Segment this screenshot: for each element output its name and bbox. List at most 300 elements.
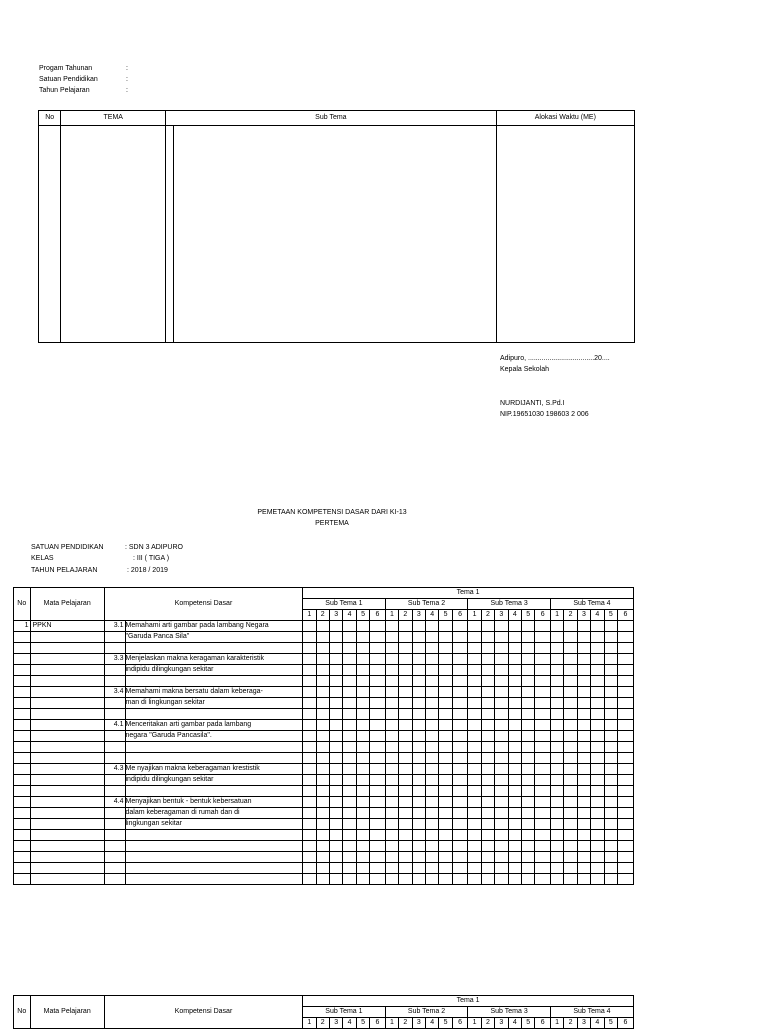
day-cell[interactable]	[399, 786, 412, 797]
day-cell[interactable]	[522, 830, 535, 841]
day-cell[interactable]	[370, 775, 385, 786]
day-cell[interactable]	[604, 720, 617, 731]
day-cell[interactable]	[439, 764, 452, 775]
day-cell[interactable]	[452, 621, 467, 632]
day-cell[interactable]	[385, 841, 398, 852]
day-cell[interactable]	[508, 786, 521, 797]
day-cell[interactable]	[439, 687, 452, 698]
day-cell[interactable]	[412, 764, 425, 775]
day-cell[interactable]	[618, 632, 634, 643]
day-cell[interactable]	[329, 863, 342, 874]
day-cell[interactable]	[399, 720, 412, 731]
day-cell[interactable]	[508, 676, 521, 687]
day-cell[interactable]	[591, 764, 604, 775]
day-cell[interactable]	[481, 731, 494, 742]
day-cell[interactable]	[522, 687, 535, 698]
day-cell[interactable]	[303, 753, 316, 764]
day-cell[interactable]	[412, 665, 425, 676]
day-cell[interactable]	[452, 819, 467, 830]
day-cell[interactable]	[399, 863, 412, 874]
day-cell[interactable]	[385, 786, 398, 797]
day-cell[interactable]	[535, 808, 550, 819]
day-cell[interactable]	[399, 665, 412, 676]
day-cell[interactable]	[522, 863, 535, 874]
day-cell[interactable]	[329, 753, 342, 764]
day-cell[interactable]	[343, 808, 356, 819]
day-cell[interactable]	[370, 654, 385, 665]
day-cell[interactable]	[385, 874, 398, 885]
day-cell[interactable]	[604, 830, 617, 841]
day-cell[interactable]	[468, 676, 481, 687]
day-cell[interactable]	[303, 654, 316, 665]
day-cell[interactable]	[535, 863, 550, 874]
day-cell[interactable]	[356, 742, 369, 753]
day-cell[interactable]	[495, 742, 508, 753]
day-cell[interactable]	[604, 621, 617, 632]
day-cell[interactable]	[412, 632, 425, 643]
day-cell[interactable]	[550, 621, 563, 632]
day-cell[interactable]	[412, 775, 425, 786]
day-cell[interactable]	[316, 764, 329, 775]
day-cell[interactable]	[481, 643, 494, 654]
day-cell[interactable]	[522, 731, 535, 742]
day-cell[interactable]	[550, 654, 563, 665]
day-cell[interactable]	[412, 720, 425, 731]
day-cell[interactable]	[412, 841, 425, 852]
day-cell[interactable]	[356, 830, 369, 841]
day-cell[interactable]	[564, 874, 577, 885]
day-cell[interactable]	[522, 621, 535, 632]
day-cell[interactable]	[508, 731, 521, 742]
day-cell[interactable]	[370, 819, 385, 830]
day-cell[interactable]	[412, 742, 425, 753]
day-cell[interactable]	[425, 775, 438, 786]
day-cell[interactable]	[550, 643, 563, 654]
day-cell[interactable]	[591, 720, 604, 731]
day-cell[interactable]	[468, 808, 481, 819]
day-cell[interactable]	[399, 775, 412, 786]
day-cell[interactable]	[481, 720, 494, 731]
day-cell[interactable]	[385, 643, 398, 654]
day-cell[interactable]	[522, 632, 535, 643]
day-cell[interactable]	[412, 863, 425, 874]
day-cell[interactable]	[425, 621, 438, 632]
day-cell[interactable]	[412, 852, 425, 863]
day-cell[interactable]	[604, 874, 617, 885]
day-cell[interactable]	[618, 830, 634, 841]
day-cell[interactable]	[399, 797, 412, 808]
day-cell[interactable]	[370, 621, 385, 632]
day-cell[interactable]	[495, 775, 508, 786]
day-cell[interactable]	[564, 830, 577, 841]
day-cell[interactable]	[385, 632, 398, 643]
day-cell[interactable]	[303, 841, 316, 852]
day-cell[interactable]	[303, 863, 316, 874]
day-cell[interactable]	[591, 665, 604, 676]
day-cell[interactable]	[356, 797, 369, 808]
day-cell[interactable]	[399, 632, 412, 643]
day-cell[interactable]	[468, 797, 481, 808]
day-cell[interactable]	[425, 643, 438, 654]
day-cell[interactable]	[481, 632, 494, 643]
day-cell[interactable]	[452, 764, 467, 775]
day-cell[interactable]	[618, 819, 634, 830]
day-cell[interactable]	[343, 863, 356, 874]
day-cell[interactable]	[550, 731, 563, 742]
day-cell[interactable]	[577, 698, 590, 709]
day-cell[interactable]	[439, 720, 452, 731]
day-cell[interactable]	[439, 665, 452, 676]
day-cell[interactable]	[329, 665, 342, 676]
day-cell[interactable]	[343, 698, 356, 709]
day-cell[interactable]	[452, 874, 467, 885]
day-cell[interactable]	[425, 841, 438, 852]
day-cell[interactable]	[564, 863, 577, 874]
day-cell[interactable]	[535, 632, 550, 643]
day-cell[interactable]	[425, 687, 438, 698]
day-cell[interactable]	[412, 797, 425, 808]
day-cell[interactable]	[577, 808, 590, 819]
day-cell[interactable]	[412, 819, 425, 830]
day-cell[interactable]	[412, 643, 425, 654]
day-cell[interactable]	[343, 764, 356, 775]
day-cell[interactable]	[385, 852, 398, 863]
day-cell[interactable]	[495, 852, 508, 863]
day-cell[interactable]	[370, 687, 385, 698]
day-cell[interactable]	[316, 687, 329, 698]
day-cell[interactable]	[343, 687, 356, 698]
day-cell[interactable]	[329, 841, 342, 852]
day-cell[interactable]	[591, 863, 604, 874]
day-cell[interactable]	[535, 742, 550, 753]
day-cell[interactable]	[385, 808, 398, 819]
day-cell[interactable]	[604, 731, 617, 742]
day-cell[interactable]	[385, 797, 398, 808]
day-cell[interactable]	[316, 775, 329, 786]
day-cell[interactable]	[591, 775, 604, 786]
day-cell[interactable]	[425, 863, 438, 874]
day-cell[interactable]	[508, 720, 521, 731]
day-cell[interactable]	[564, 764, 577, 775]
day-cell[interactable]	[316, 676, 329, 687]
day-cell[interactable]	[550, 786, 563, 797]
day-cell[interactable]	[550, 709, 563, 720]
day-cell[interactable]	[329, 632, 342, 643]
day-cell[interactable]	[343, 632, 356, 643]
day-cell[interactable]	[522, 643, 535, 654]
day-cell[interactable]	[412, 808, 425, 819]
day-cell[interactable]	[591, 709, 604, 720]
day-cell[interactable]	[439, 753, 452, 764]
day-cell[interactable]	[535, 676, 550, 687]
day-cell[interactable]	[370, 874, 385, 885]
day-cell[interactable]	[329, 731, 342, 742]
day-cell[interactable]	[370, 632, 385, 643]
day-cell[interactable]	[522, 841, 535, 852]
day-cell[interactable]	[481, 775, 494, 786]
day-cell[interactable]	[468, 698, 481, 709]
day-cell[interactable]	[564, 797, 577, 808]
day-cell[interactable]	[618, 698, 634, 709]
day-cell[interactable]	[412, 654, 425, 665]
day-cell[interactable]	[439, 819, 452, 830]
day-cell[interactable]	[439, 830, 452, 841]
day-cell[interactable]	[550, 841, 563, 852]
day-cell[interactable]	[522, 753, 535, 764]
day-cell[interactable]	[495, 731, 508, 742]
day-cell[interactable]	[508, 852, 521, 863]
day-cell[interactable]	[495, 643, 508, 654]
day-cell[interactable]	[303, 720, 316, 731]
day-cell[interactable]	[412, 731, 425, 742]
day-cell[interactable]	[604, 698, 617, 709]
day-cell[interactable]	[618, 863, 634, 874]
day-cell[interactable]	[535, 698, 550, 709]
day-cell[interactable]	[343, 654, 356, 665]
day-cell[interactable]	[412, 676, 425, 687]
day-cell[interactable]	[303, 698, 316, 709]
day-cell[interactable]	[329, 797, 342, 808]
day-cell[interactable]	[385, 731, 398, 742]
day-cell[interactable]	[452, 654, 467, 665]
day-cell[interactable]	[412, 621, 425, 632]
day-cell[interactable]	[522, 819, 535, 830]
day-cell[interactable]	[522, 874, 535, 885]
day-cell[interactable]	[564, 731, 577, 742]
day-cell[interactable]	[495, 874, 508, 885]
day-cell[interactable]	[577, 874, 590, 885]
day-cell[interactable]	[577, 797, 590, 808]
day-cell[interactable]	[550, 797, 563, 808]
day-cell[interactable]	[316, 654, 329, 665]
day-cell[interactable]	[303, 632, 316, 643]
day-cell[interactable]	[550, 687, 563, 698]
day-cell[interactable]	[452, 863, 467, 874]
day-cell[interactable]	[564, 676, 577, 687]
day-cell[interactable]	[316, 830, 329, 841]
day-cell[interactable]	[522, 808, 535, 819]
day-cell[interactable]	[452, 643, 467, 654]
day-cell[interactable]	[577, 643, 590, 654]
day-cell[interactable]	[412, 830, 425, 841]
day-cell[interactable]	[468, 753, 481, 764]
day-cell[interactable]	[591, 786, 604, 797]
day-cell[interactable]	[316, 863, 329, 874]
day-cell[interactable]	[412, 874, 425, 885]
day-cell[interactable]	[385, 687, 398, 698]
day-cell[interactable]	[550, 720, 563, 731]
day-cell[interactable]	[508, 830, 521, 841]
day-cell[interactable]	[399, 852, 412, 863]
day-cell[interactable]	[412, 698, 425, 709]
day-cell[interactable]	[495, 819, 508, 830]
day-cell[interactable]	[564, 698, 577, 709]
day-cell[interactable]	[356, 676, 369, 687]
day-cell[interactable]	[356, 753, 369, 764]
day-cell[interactable]	[535, 874, 550, 885]
day-cell[interactable]	[425, 764, 438, 775]
day-cell[interactable]	[303, 775, 316, 786]
day-cell[interactable]	[425, 742, 438, 753]
day-cell[interactable]	[425, 720, 438, 731]
day-cell[interactable]	[452, 786, 467, 797]
day-cell[interactable]	[316, 742, 329, 753]
day-cell[interactable]	[329, 687, 342, 698]
day-cell[interactable]	[618, 841, 634, 852]
day-cell[interactable]	[481, 863, 494, 874]
day-cell[interactable]	[522, 797, 535, 808]
day-cell[interactable]	[508, 698, 521, 709]
day-cell[interactable]	[303, 621, 316, 632]
day-cell[interactable]	[343, 742, 356, 753]
day-cell[interactable]	[481, 654, 494, 665]
day-cell[interactable]	[316, 852, 329, 863]
day-cell[interactable]	[604, 654, 617, 665]
day-cell[interactable]	[303, 665, 316, 676]
day-cell[interactable]	[577, 775, 590, 786]
day-cell[interactable]	[550, 665, 563, 676]
day-cell[interactable]	[564, 720, 577, 731]
day-cell[interactable]	[618, 797, 634, 808]
day-cell[interactable]	[468, 786, 481, 797]
day-cell[interactable]	[550, 808, 563, 819]
day-cell[interactable]	[604, 852, 617, 863]
day-cell[interactable]	[303, 830, 316, 841]
day-cell[interactable]	[495, 863, 508, 874]
day-cell[interactable]	[481, 797, 494, 808]
day-cell[interactable]	[591, 742, 604, 753]
day-cell[interactable]	[452, 808, 467, 819]
day-cell[interactable]	[399, 621, 412, 632]
day-cell[interactable]	[439, 863, 452, 874]
day-cell[interactable]	[618, 786, 634, 797]
day-cell[interactable]	[535, 775, 550, 786]
day-cell[interactable]	[439, 621, 452, 632]
day-cell[interactable]	[591, 676, 604, 687]
day-cell[interactable]	[522, 775, 535, 786]
day-cell[interactable]	[495, 632, 508, 643]
day-cell[interactable]	[439, 698, 452, 709]
day-cell[interactable]	[564, 841, 577, 852]
day-cell[interactable]	[356, 643, 369, 654]
day-cell[interactable]	[577, 665, 590, 676]
day-cell[interactable]	[508, 709, 521, 720]
day-cell[interactable]	[481, 676, 494, 687]
day-cell[interactable]	[329, 830, 342, 841]
day-cell[interactable]	[564, 786, 577, 797]
day-cell[interactable]	[564, 819, 577, 830]
day-cell[interactable]	[604, 687, 617, 698]
day-cell[interactable]	[370, 698, 385, 709]
day-cell[interactable]	[495, 797, 508, 808]
day-cell[interactable]	[550, 863, 563, 874]
day-cell[interactable]	[577, 786, 590, 797]
day-cell[interactable]	[564, 654, 577, 665]
day-cell[interactable]	[535, 830, 550, 841]
day-cell[interactable]	[591, 874, 604, 885]
day-cell[interactable]	[412, 786, 425, 797]
day-cell[interactable]	[564, 753, 577, 764]
day-cell[interactable]	[329, 874, 342, 885]
day-cell[interactable]	[399, 819, 412, 830]
day-cell[interactable]	[522, 698, 535, 709]
day-cell[interactable]	[604, 808, 617, 819]
day-cell[interactable]	[481, 742, 494, 753]
day-cell[interactable]	[303, 808, 316, 819]
day-cell[interactable]	[495, 676, 508, 687]
day-cell[interactable]	[495, 753, 508, 764]
day-cell[interactable]	[343, 643, 356, 654]
day-cell[interactable]	[535, 621, 550, 632]
day-cell[interactable]	[356, 786, 369, 797]
day-cell[interactable]	[343, 775, 356, 786]
day-cell[interactable]	[522, 852, 535, 863]
day-cell[interactable]	[303, 709, 316, 720]
day-cell[interactable]	[535, 764, 550, 775]
day-cell[interactable]	[604, 709, 617, 720]
day-cell[interactable]	[577, 841, 590, 852]
day-cell[interactable]	[508, 874, 521, 885]
day-cell[interactable]	[618, 731, 634, 742]
day-cell[interactable]	[508, 632, 521, 643]
day-cell[interactable]	[303, 819, 316, 830]
day-cell[interactable]	[481, 753, 494, 764]
day-cell[interactable]	[564, 808, 577, 819]
day-cell[interactable]	[316, 720, 329, 731]
day-cell[interactable]	[508, 764, 521, 775]
day-cell[interactable]	[303, 786, 316, 797]
day-cell[interactable]	[316, 753, 329, 764]
day-cell[interactable]	[329, 808, 342, 819]
day-cell[interactable]	[535, 753, 550, 764]
day-cell[interactable]	[481, 786, 494, 797]
day-cell[interactable]	[329, 621, 342, 632]
day-cell[interactable]	[481, 830, 494, 841]
day-cell[interactable]	[439, 742, 452, 753]
day-cell[interactable]	[508, 863, 521, 874]
day-cell[interactable]	[303, 676, 316, 687]
day-cell[interactable]	[468, 643, 481, 654]
day-cell[interactable]	[439, 797, 452, 808]
day-cell[interactable]	[508, 654, 521, 665]
day-cell[interactable]	[452, 665, 467, 676]
day-cell[interactable]	[425, 654, 438, 665]
day-cell[interactable]	[356, 687, 369, 698]
day-cell[interactable]	[399, 808, 412, 819]
day-cell[interactable]	[468, 852, 481, 863]
day-cell[interactable]	[550, 742, 563, 753]
day-cell[interactable]	[385, 698, 398, 709]
day-cell[interactable]	[508, 742, 521, 753]
day-cell[interactable]	[577, 720, 590, 731]
day-cell[interactable]	[481, 808, 494, 819]
day-cell[interactable]	[577, 621, 590, 632]
day-cell[interactable]	[343, 852, 356, 863]
day-cell[interactable]	[468, 819, 481, 830]
day-cell[interactable]	[303, 742, 316, 753]
day-cell[interactable]	[618, 676, 634, 687]
day-cell[interactable]	[439, 654, 452, 665]
day-cell[interactable]	[564, 632, 577, 643]
day-cell[interactable]	[481, 874, 494, 885]
day-cell[interactable]	[425, 830, 438, 841]
day-cell[interactable]	[385, 709, 398, 720]
day-cell[interactable]	[385, 720, 398, 731]
day-cell[interactable]	[577, 819, 590, 830]
day-cell[interactable]	[481, 764, 494, 775]
day-cell[interactable]	[577, 709, 590, 720]
day-cell[interactable]	[356, 819, 369, 830]
